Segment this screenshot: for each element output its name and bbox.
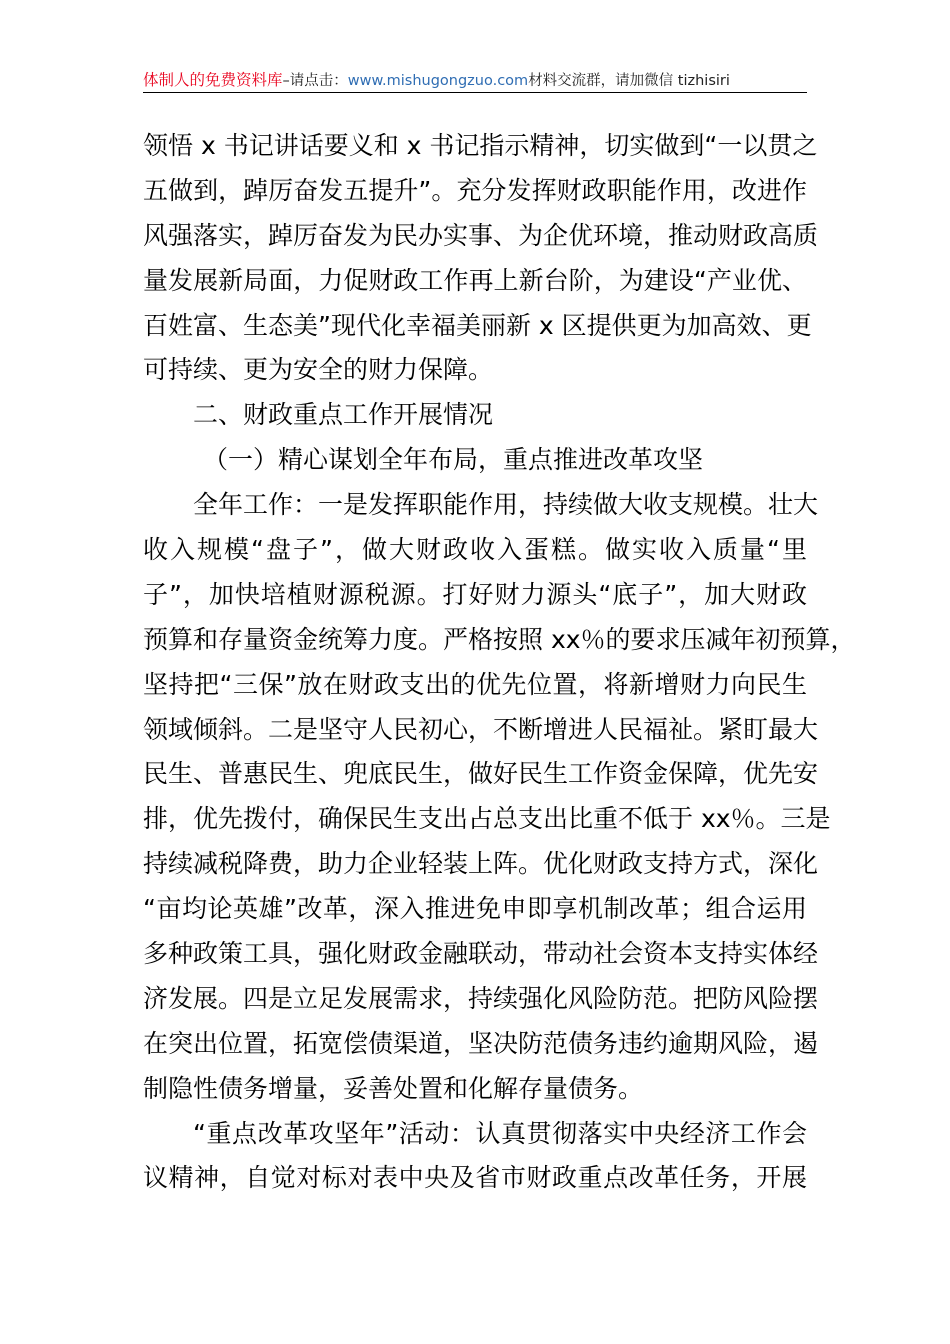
body-line: 收入规模“盘子”，做大财政收入蛋糕。做实收入质量“里 bbox=[143, 535, 807, 565]
body-line: 百姓富、生态美”现代化幸福美丽新 x 区提供更为加高效、更 bbox=[143, 310, 812, 340]
body-line: 在突出位置，拓宽偿债渠道，坚决防范债务违约逾期风险，遏 bbox=[143, 1028, 819, 1058]
body-line: 领悟 x 书记讲话要义和 x 书记指示精神，切实做到“一以贯之 bbox=[143, 131, 818, 160]
page-header bbox=[143, 68, 807, 93]
body-line: 可持续、更为安全的财力保障。 bbox=[143, 355, 494, 385]
body-line: 排，优先拨付，确保民生支出占总支出比重不低于 xx％。三是 bbox=[143, 804, 831, 834]
body-line: 子”，加快培植财源税源。打好财力源头“底子”，加大财政 bbox=[143, 579, 807, 609]
body-line: “重点改革攻坚年”活动：认真贯彻落实中央经济工作会 bbox=[193, 1118, 807, 1148]
body-line: 议精神，自觉对标对表中央及省市财政重点改革任务，开展 bbox=[143, 1163, 807, 1193]
document-body bbox=[143, 124, 856, 1201]
body-line: 济发展。四是立足发展需求，持续强化风险防范。把防风险摆 bbox=[143, 983, 819, 1013]
body-line: 量发展新局面，力促财政工作再上新台阶，为建设“产业优、 bbox=[143, 265, 807, 295]
body-line: 风强落实，踔厉奋发为民办实事、为企优环境，推动财政高质 bbox=[143, 220, 819, 250]
body-line: 五做到，踔厉奋发五提升”。充分发挥财政职能作用，改进作 bbox=[143, 175, 807, 205]
body-line: 多种政策工具，强化财政金融联动，带动社会资本支持实体经 bbox=[143, 939, 819, 969]
header-url-link[interactable]: www.mishugongzuo.com bbox=[347, 73, 529, 89]
header-wechat-note: 材料交流群，请加微信 tizhisiri bbox=[528, 73, 730, 89]
body-line: 领域倾斜。二是坚守人民初心，不断增进人民福祉。紧盯最大 bbox=[143, 714, 819, 744]
body-line: 制隐性债务增量，妥善处置和化解存量债务。 bbox=[143, 1073, 644, 1103]
body-line: 全年工作：一是发挥职能作用，持续做大收支规模。壮大 bbox=[193, 490, 819, 520]
header-prompt: –请点击： bbox=[282, 73, 348, 89]
body-line: 持续减税降费，助力企业轻装上阵。优化财政支持方式，深化 bbox=[143, 849, 819, 879]
body-line: 预算和存量资金统筹力度。严格按照 xx％的要求压减年初预算， bbox=[143, 624, 856, 654]
body-line: 民生、普惠民生、兜底民生，做好民生工作资金保障，优先安 bbox=[143, 759, 819, 789]
subsection-heading: （一）精心谋划全年布局，重点推进改革攻坚 bbox=[203, 445, 704, 475]
body-line: “亩均论英雄”改革，深入推进免申即享机制改革；组合运用 bbox=[143, 894, 807, 924]
body-line: 坚持把“三保”放在财政支出的优先位置，将新增财力向民生 bbox=[143, 669, 807, 699]
header-brand[interactable]: 体制人的免费资料库 bbox=[143, 71, 283, 89]
section-heading: 二、财政重点工作开展情况 bbox=[193, 400, 494, 430]
